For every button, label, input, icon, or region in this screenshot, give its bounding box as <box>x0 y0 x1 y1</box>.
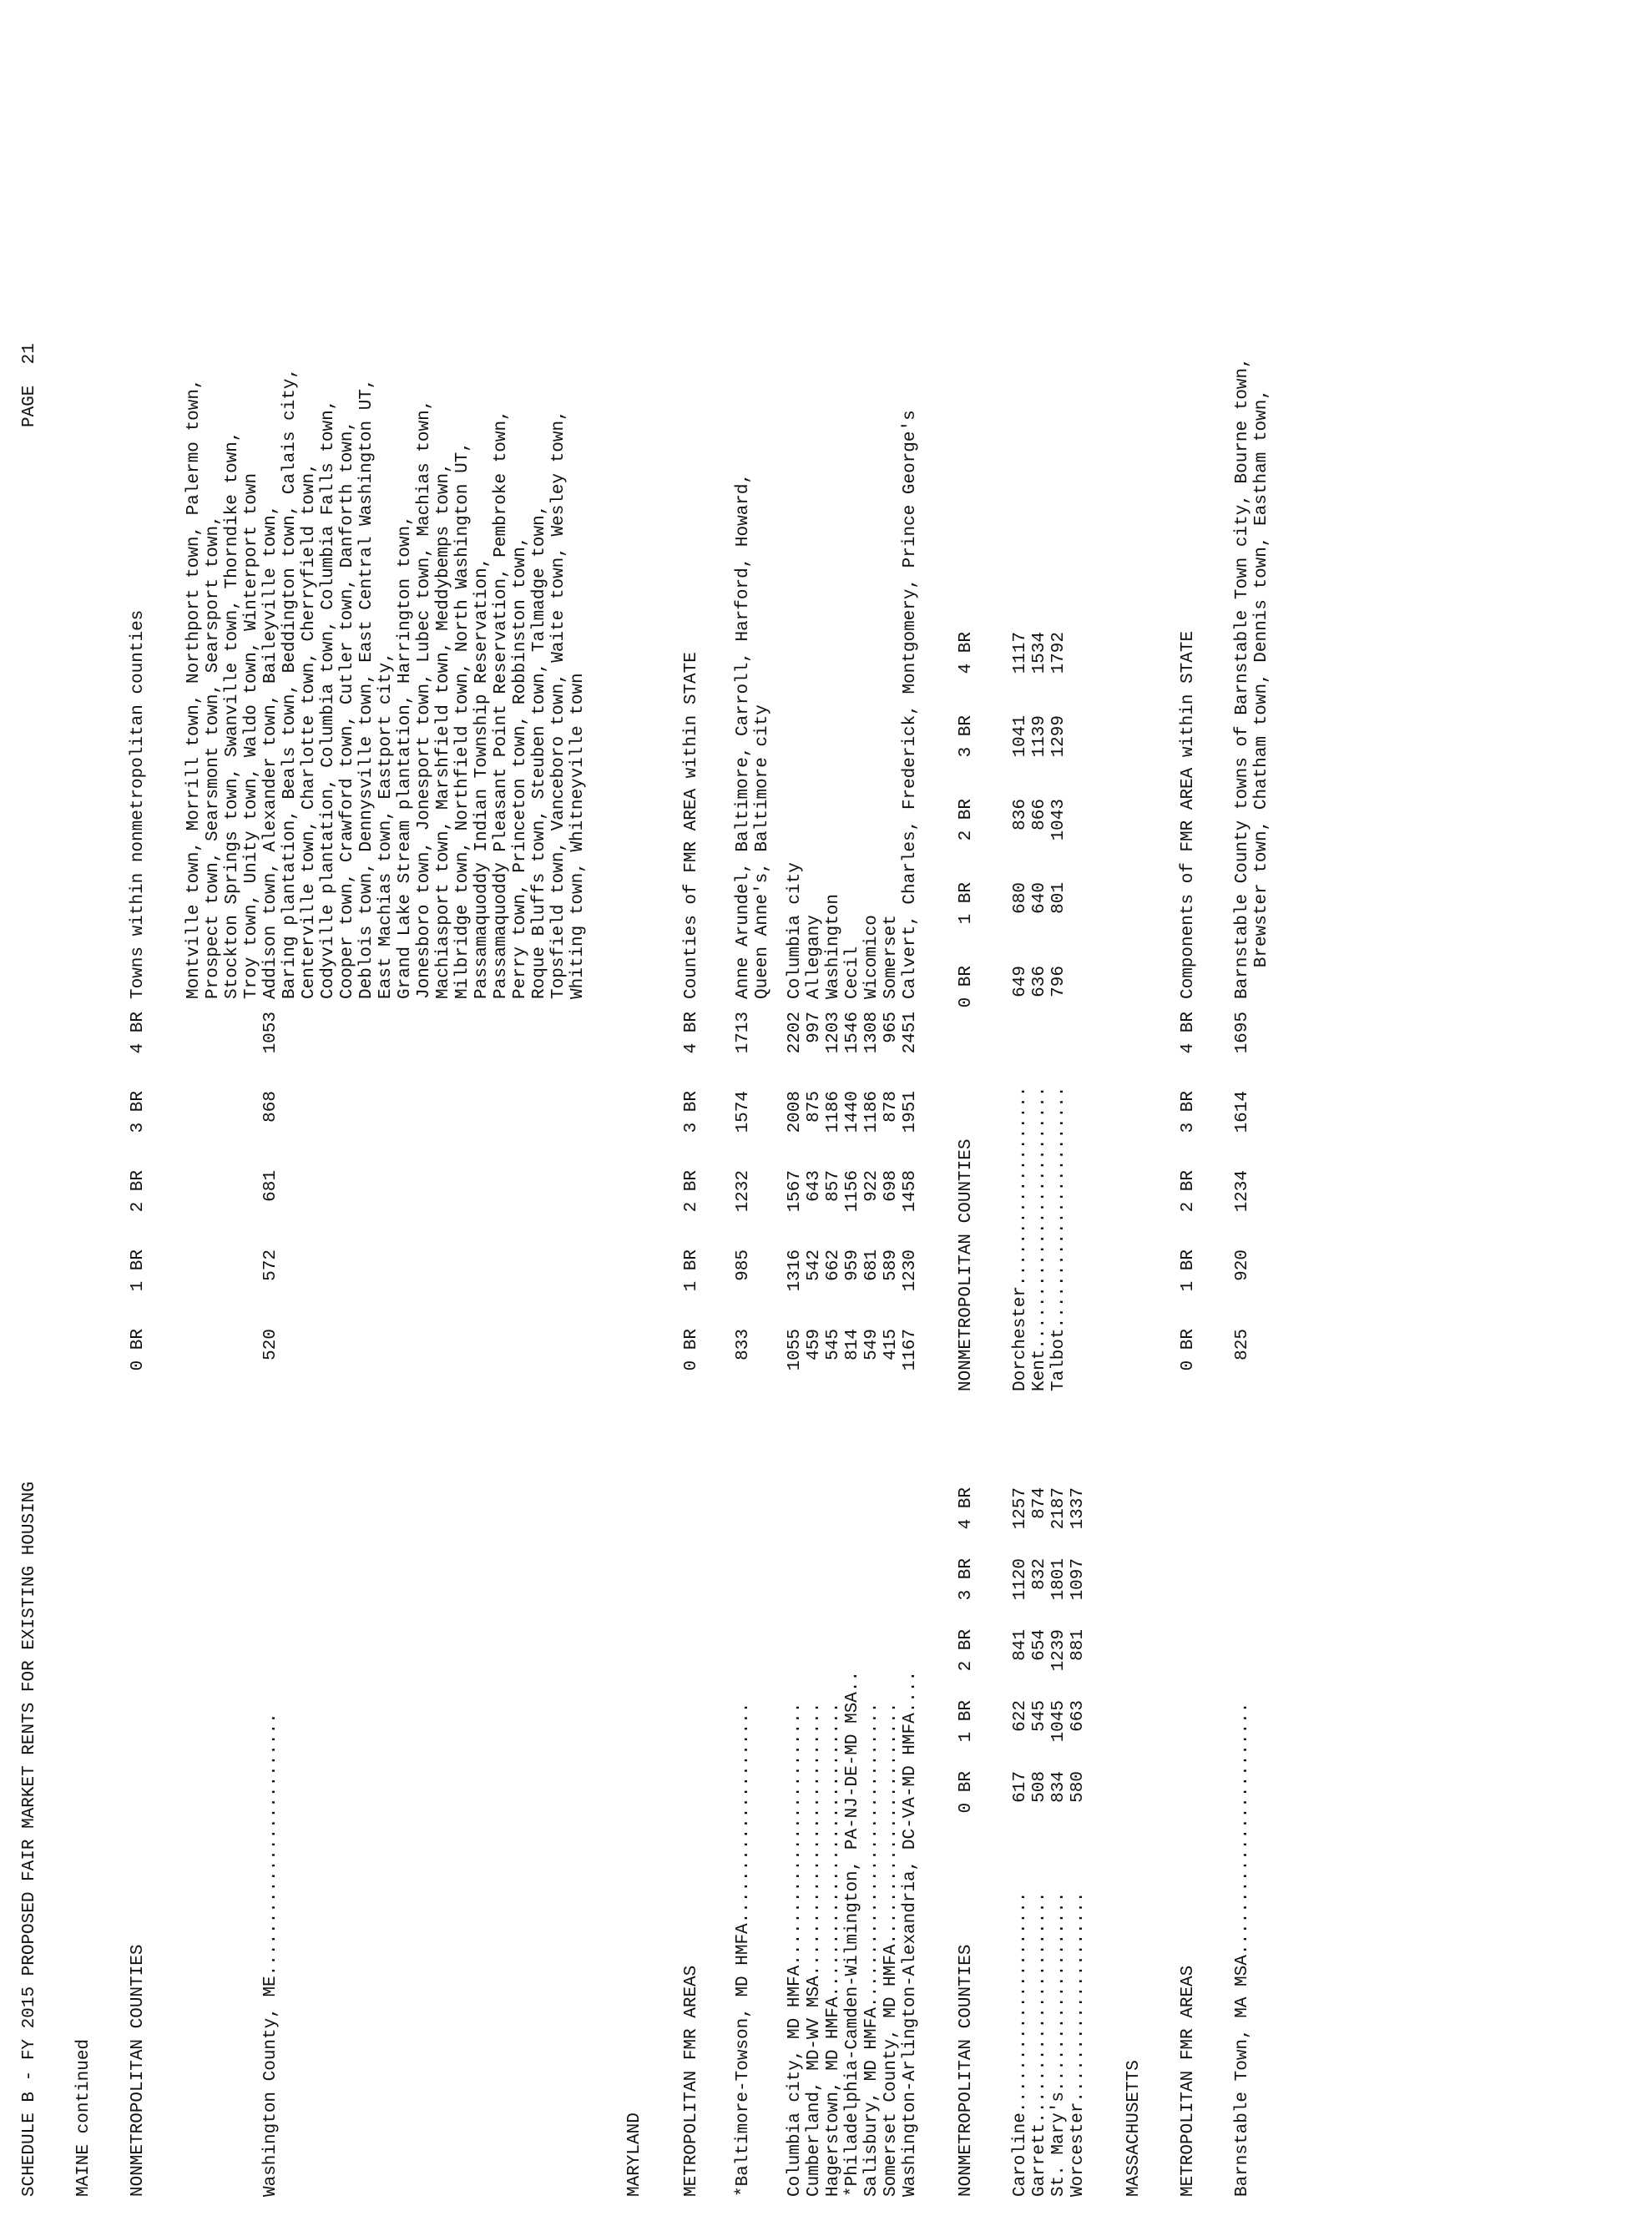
list-item: Milbridge town, Northfield town, North Washington UT, <box>453 442 472 999</box>
rent-0br: 580 <box>1068 1771 1088 1803</box>
rent-4br: 1117 <box>1011 632 1030 674</box>
rent-3br: 1041 <box>1011 715 1030 758</box>
list-item: Prospect town, Searsmont town, Searsport town, <box>204 515 223 999</box>
rent-1br: 959 <box>843 1249 862 1281</box>
rent-4br: 1203 <box>824 1012 843 1054</box>
county-name: St. Mary's................... <box>1049 1891 1068 2197</box>
rent-3br: 868 <box>261 1091 280 1123</box>
components-list: Barnstable County towns of Barnstable Town city, Bourne town, <box>1233 357 1252 999</box>
rent-1br: 1045 <box>1049 1700 1068 1743</box>
area-name: *Baltimore-Towson, MD HMFA..................... <box>734 1702 753 2197</box>
rent-2br: 681 <box>261 1170 280 1202</box>
col-header-1br: 1 BR <box>129 1249 148 1292</box>
county-name: Worcester.................... <box>1068 1891 1088 2197</box>
rent-0br: 1055 <box>786 1329 805 1371</box>
rent-0br: 834 <box>1049 1771 1068 1803</box>
col-header-1br: 1 BR <box>957 1700 976 1743</box>
rent-2br: 1458 <box>901 1170 920 1213</box>
list-item: Baring plantation, Beals town, Beddington town, Calais city, <box>280 367 300 999</box>
maryland-nonmetro-heading-right: NONMETROPOLITAN COUNTIES <box>957 1138 976 1391</box>
towns-heading: Towns within nonmetropolitan counties <box>129 609 148 999</box>
rent-2br: 1567 <box>786 1170 805 1213</box>
list-item: Montville town, Morrill town, Northport town, Palermo town, <box>184 378 204 999</box>
area-name: *Philadelphia-Camden-Wilmington, PA-NJ-DE-MD MSA.. <box>843 1670 862 2197</box>
col-header-3br: 3 BR <box>129 1091 148 1133</box>
rent-1br: 680 <box>1011 882 1030 914</box>
maryland-nonmetro-heading: NONMETROPOLITAN COUNTIES <box>957 1944 976 2197</box>
col-header-1br: 1 BR <box>957 882 976 925</box>
components-heading: Components of FMR AREA within STATE <box>1179 630 1198 999</box>
rent-3br: 1097 <box>1068 1558 1088 1601</box>
rent-2br: 866 <box>1030 799 1049 830</box>
rent-1br: 589 <box>882 1249 901 1281</box>
list-item: Centerville town, Charlotte town, Cherryfield town, <box>300 462 319 999</box>
col-header-0br: 0 BR <box>1179 1329 1198 1371</box>
rent-3br: 1120 <box>1011 1558 1030 1601</box>
list-item: Whiting town, Whitneyville town <box>568 673 588 999</box>
page-number: PAGE 21 <box>20 343 39 427</box>
list-item: Passamaquoddy Indian Township Reservation, <box>472 557 492 999</box>
rent-4br: 2202 <box>786 1012 805 1054</box>
rent-0br: 796 <box>1049 966 1068 997</box>
rent-1br: 920 <box>1233 1249 1252 1281</box>
list-item: Deblois town, Dennysville town, East Central Washington UT, <box>357 378 376 999</box>
rent-1br: 663 <box>1068 1700 1088 1732</box>
counties-list: Cecil <box>843 946 862 999</box>
rent-3br: 1186 <box>862 1091 882 1133</box>
col-header-4br: 4 BR <box>957 1487 976 1530</box>
area-name: Salisbury, MD HMFA............................. <box>862 1702 882 2197</box>
rent-0br: 459 <box>805 1329 824 1360</box>
counties-list: Wicomico <box>862 915 882 999</box>
rent-0br: 833 <box>734 1329 753 1360</box>
rent-3br: 1440 <box>843 1091 862 1133</box>
state-heading-maine: MAINE continued <box>74 2038 93 2197</box>
rent-2br: 841 <box>1011 1629 1030 1661</box>
rent-2br: 698 <box>882 1170 901 1202</box>
rent-3br: 875 <box>805 1091 824 1123</box>
rent-0br: 520 <box>261 1329 280 1360</box>
col-header-1br: 1 BR <box>682 1249 701 1292</box>
counties-list: Washington <box>824 893 843 999</box>
rent-1br: 542 <box>805 1249 824 1281</box>
rent-2br: 857 <box>824 1170 843 1202</box>
area-name: Cumberland, MD-WV MSA.......................... <box>805 1702 824 2197</box>
components-list: Brewster town, Chatham town, Dennis town, Eastham town, <box>1252 389 1271 999</box>
rent-4br: 1695 <box>1233 1012 1252 1054</box>
list-item: Jonesboro town, Jonesport town, Lubec town, Machias town, <box>415 399 434 999</box>
counties-list: Queen Anne's, Baltimore city <box>753 704 772 999</box>
rent-4br: 1257 <box>1011 1487 1030 1530</box>
rent-3br: 1139 <box>1030 715 1049 758</box>
massachusetts-metro-heading: METROPOLITAN FMR AREAS <box>1179 1965 1198 2197</box>
area-name: Barnstable Town, MA MSA........................ <box>1233 1702 1252 2197</box>
list-item: Perry town, Princeton town, Robbinston town, <box>511 536 530 999</box>
counties-list: Anne Arundel, Baltimore, Carroll, Harford, Howard, <box>734 472 753 999</box>
counties-list: Somerset <box>882 915 901 999</box>
col-header-2br: 2 BR <box>957 1629 976 1672</box>
list-item: Cooper town, Crawford town, Cutler town, Danforth town, <box>338 420 357 999</box>
col-header-4br: 4 BR <box>1179 1012 1198 1054</box>
schedule-title: SCHEDULE B - FY 2015 PROPOSED FAIR MARKET RENTS FOR EXISTING HOUSING <box>20 1481 39 2197</box>
rent-0br: 825 <box>1233 1329 1252 1360</box>
col-header-0br: 0 BR <box>957 1771 976 1814</box>
list-item: Grand Lake Stream plantation, Harrington town, <box>396 515 415 999</box>
col-header-3br: 3 BR <box>682 1091 701 1133</box>
col-header-3br: 3 BR <box>1179 1091 1198 1133</box>
rent-1br: 622 <box>1011 1700 1030 1732</box>
col-header-2br: 2 BR <box>682 1170 701 1213</box>
col-header-1br: 1 BR <box>1179 1249 1198 1292</box>
county-name: Dorchester................... <box>1011 1086 1030 1391</box>
rent-2br: 1239 <box>1049 1629 1068 1672</box>
area-name: Hagerstown, MD HMFA............................ <box>824 1702 843 2197</box>
rent-0br: 814 <box>843 1329 862 1360</box>
counties-heading: Counties of FMR AREA within STATE <box>682 652 701 999</box>
col-header-2br: 2 BR <box>1179 1170 1198 1213</box>
rent-0br: 649 <box>1011 966 1030 997</box>
rent-0br: 549 <box>862 1329 882 1360</box>
rent-2br: 1156 <box>843 1170 862 1213</box>
rent-2br: 881 <box>1068 1629 1088 1661</box>
counties-list: Columbia city <box>786 862 805 999</box>
rent-3br: 1186 <box>824 1091 843 1133</box>
rent-0br: 545 <box>824 1329 843 1360</box>
county-name: Garrett...................... <box>1030 1891 1049 2197</box>
rent-3br: 1951 <box>901 1091 920 1133</box>
rent-2br: 1234 <box>1233 1170 1252 1213</box>
county-name: Caroline..................... <box>1011 1891 1030 2197</box>
list-item: Roque Bluffs town, Steuben town, Talmadge town, <box>530 504 549 999</box>
rent-3br: 878 <box>882 1091 901 1123</box>
county-name: Kent......................... <box>1030 1086 1049 1391</box>
rent-2br: 643 <box>805 1170 824 1202</box>
county-name: Talbot....................... <box>1049 1086 1068 1391</box>
rent-4br: 1546 <box>843 1012 862 1054</box>
rent-0br: 617 <box>1011 1771 1030 1803</box>
rent-3br: 832 <box>1030 1558 1049 1590</box>
col-header-4br: 4 BR <box>682 1012 701 1054</box>
rent-1br: 640 <box>1030 882 1049 914</box>
rent-1br: 572 <box>261 1249 280 1281</box>
state-heading-massachusetts: MASSACHUSETTS <box>1124 2060 1144 2197</box>
list-item: Codyville plantation, Columbia town, Columbia Falls town, <box>319 399 338 999</box>
rent-1br: 985 <box>734 1249 753 1281</box>
col-header-2br: 2 BR <box>129 1170 148 1213</box>
list-item: Stockton Springs town, Swanville town, Thorndike town, <box>223 431 242 999</box>
area-name: Washington County, ME......................... <box>261 1713 280 2197</box>
list-item: Passamaquoddy Pleasant Point Reservation, Pembroke town, <box>492 410 511 999</box>
rent-0br: 415 <box>882 1329 901 1360</box>
rent-1br: 801 <box>1049 882 1068 914</box>
rent-1br: 545 <box>1030 1700 1049 1732</box>
rent-4br: 1053 <box>261 1012 280 1054</box>
rent-4br: 1534 <box>1030 632 1049 674</box>
col-header-2br: 2 BR <box>957 799 976 841</box>
col-header-0br: 0 BR <box>682 1329 701 1371</box>
rent-3br: 2008 <box>786 1091 805 1133</box>
maine-nonmetro-heading: NONMETROPOLITAN COUNTIES <box>129 1944 148 2197</box>
list-item: Machiasport town, Marshfield town, Meddybemps town, <box>434 462 453 999</box>
list-item: Topsfield town, Vanceboro town, Waite town, Wesley town, <box>549 410 568 999</box>
rent-4br: 965 <box>882 1012 901 1043</box>
rent-2br: 654 <box>1030 1629 1049 1661</box>
list-item: East Machias town, Eastport city, <box>376 652 396 999</box>
rent-0br: 636 <box>1030 966 1049 997</box>
counties-list: Calvert, Charles, Frederick, Montgomery, Prince George's <box>901 410 920 999</box>
rent-0br: 508 <box>1030 1771 1049 1803</box>
rent-1br: 681 <box>862 1249 882 1281</box>
rent-1br: 1316 <box>786 1249 805 1292</box>
rent-4br: 1337 <box>1068 1487 1088 1530</box>
counties-list: Allegany <box>805 915 824 999</box>
rent-0br: 1167 <box>901 1329 920 1371</box>
col-header-3br: 3 BR <box>957 1558 976 1601</box>
col-header-4br: 4 BR <box>129 1012 148 1054</box>
col-header-0br: 0 BR <box>129 1329 148 1371</box>
rent-4br: 1792 <box>1049 632 1068 674</box>
area-name: Washington-Arlington-Alexandria, DC-VA-MD HMFA.... <box>901 1670 920 2197</box>
rent-2br: 922 <box>862 1170 882 1202</box>
rent-1br: 662 <box>824 1249 843 1281</box>
col-header-0br: 0 BR <box>957 966 976 1008</box>
rent-3br: 1574 <box>734 1091 753 1133</box>
col-header-4br: 4 BR <box>957 632 976 674</box>
rent-3br: 1299 <box>1049 715 1068 758</box>
rent-3br: 1801 <box>1049 1558 1068 1601</box>
list-item: Addison town, Alexander town, Baileyville town, <box>261 504 280 999</box>
rent-2br: 1232 <box>734 1170 753 1213</box>
area-name: Columbia city, MD HMFA......................... <box>786 1702 805 2197</box>
rent-2br: 1043 <box>1049 799 1068 841</box>
state-heading-maryland: MARYLAND <box>625 2112 644 2197</box>
rent-1br: 1230 <box>901 1249 920 1292</box>
area-name: Somerset County, MD HMFA....................... <box>882 1702 901 2197</box>
rent-4br: 997 <box>805 1012 824 1043</box>
rent-4br: 2187 <box>1049 1487 1068 1530</box>
rent-4br: 1308 <box>862 1012 882 1054</box>
rent-2br: 836 <box>1011 799 1030 830</box>
rent-4br: 874 <box>1030 1487 1049 1519</box>
list-item: Troy town, Unity town, Waldo town, Winterport town <box>242 472 261 999</box>
rent-3br: 1614 <box>1233 1091 1252 1133</box>
rent-4br: 2451 <box>901 1012 920 1054</box>
maryland-metro-heading: METROPOLITAN FMR AREAS <box>682 1965 701 2197</box>
rent-4br: 1713 <box>734 1012 753 1054</box>
col-header-3br: 3 BR <box>957 715 976 758</box>
